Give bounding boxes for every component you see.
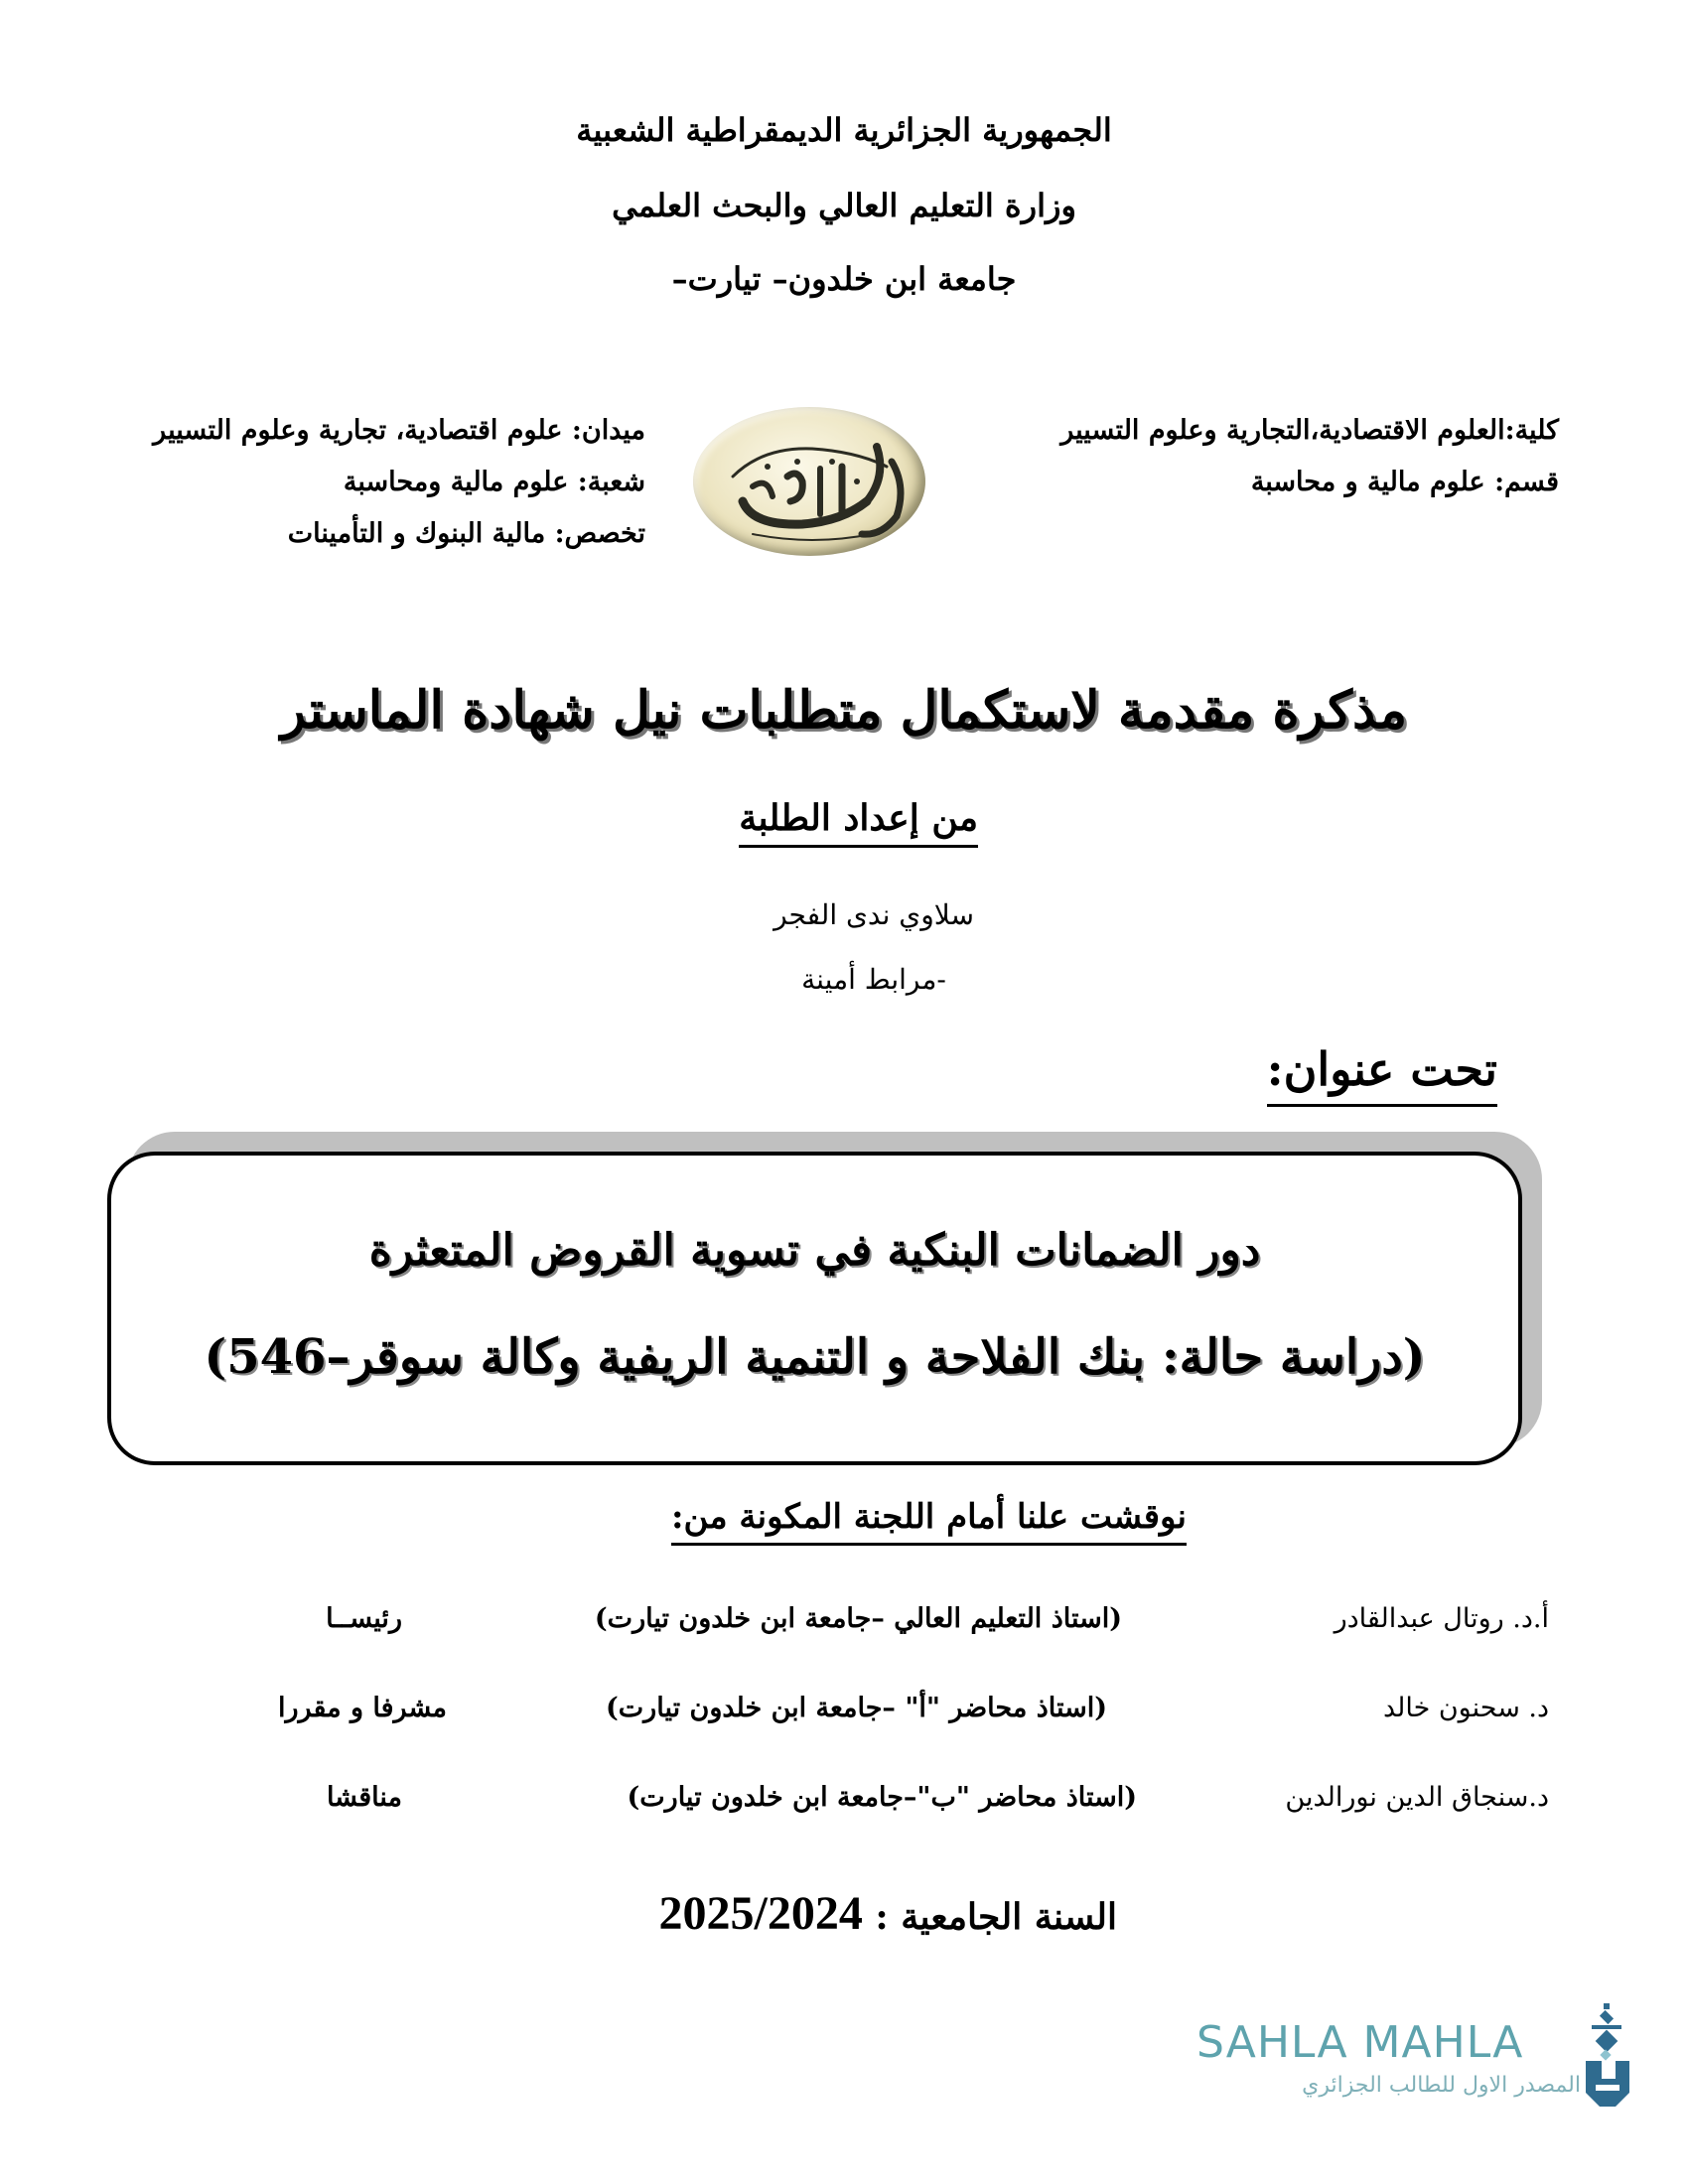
- academic-year-label: السنة الجامعية :: [875, 1896, 1117, 1938]
- university-seal-icon: [693, 407, 925, 556]
- students-heading: من إعداد الطلبة: [739, 797, 978, 848]
- jury-name: د. سحنون خالد: [1382, 1693, 1549, 1723]
- title-label: تحت عنوان:: [1267, 1042, 1497, 1107]
- university-name: جامعة ابن خلدون– تيارت–: [671, 260, 1017, 298]
- sahla-mahla-logo-icon: [1582, 2001, 1633, 2111]
- jury-role: رئيســا: [326, 1603, 402, 1634]
- jury-role: مشرفا و مقررا: [278, 1693, 447, 1723]
- sahla-mahla-watermark: [1187, 1995, 1633, 2115]
- committee-heading: نوقشت علنا أمام اللجنة المكونة من:: [671, 1497, 1187, 1546]
- branch-label: شعبة: علوم مالية ومحاسبة: [343, 467, 645, 497]
- jury-name: أ.د. روتال عبدالقادر: [1334, 1603, 1549, 1634]
- ministry-name: وزارة التعليم العالي والبحث العلمي: [612, 187, 1076, 224]
- jury-role: مناقشا: [326, 1782, 402, 1813]
- thesis-title-box: [107, 1152, 1522, 1465]
- academic-year-value: 2025/2024: [658, 1887, 863, 1940]
- watermark-brand: SAHLA MAHLA: [1196, 2017, 1524, 2068]
- jury-row: [0, 1603, 1688, 1647]
- thesis-title-line-1: دور الضمانات البنكية في تسوية القروض المتعثرة: [368, 1225, 1261, 1276]
- student-name: -مرابط أمينة: [801, 963, 946, 996]
- jury-name: د.سنجاق الدين نورالدين: [1285, 1782, 1549, 1813]
- main-title: مذكرة مقدمة لاستكمال متطلبات نيل شهادة الماستر: [280, 680, 1408, 741]
- field-block: [153, 405, 645, 560]
- country-name: الجمهورية الجزائرية الديمقراطية الشعبية: [576, 111, 1112, 149]
- faculty-block: [1060, 405, 1559, 508]
- jury-row: [0, 1693, 1688, 1736]
- specialty-label: تخصص: مالية البنوك و التأمينات: [287, 518, 645, 549]
- watermark-tagline: المصدر الاول للطالب الجزائري: [1302, 2073, 1581, 2098]
- jury-row: [0, 1782, 1688, 1826]
- jury-rank: (استاذ محاضر "أ" –جامعة ابن خلدون تيارت): [605, 1693, 1107, 1723]
- student-name: سلاوي ندى الفجر: [774, 898, 974, 931]
- academic-year: [659, 1886, 1118, 1941]
- thesis-title-line-2: (دراسة حالة: بنك الفلاحة و التنمية الريفية وكالة سوقر–546): [204, 1329, 1426, 1385]
- jury-rank: (استاذ محاضر "ب"–جامعة ابن خلدون تيارت): [627, 1782, 1137, 1813]
- faculty-label: كلية:العلوم الاقتصادية،التجارية وعلوم التسيير: [1060, 415, 1559, 446]
- domain-label: ميدان: علوم اقتصادية، تجارية وعلوم التسيير: [153, 415, 645, 446]
- jury-rank: (استاذ التعليم العالي –جامعة ابن خلدون تيارت): [594, 1603, 1122, 1634]
- department-label: قسم: علوم مالية و محاسبة: [1250, 467, 1559, 497]
